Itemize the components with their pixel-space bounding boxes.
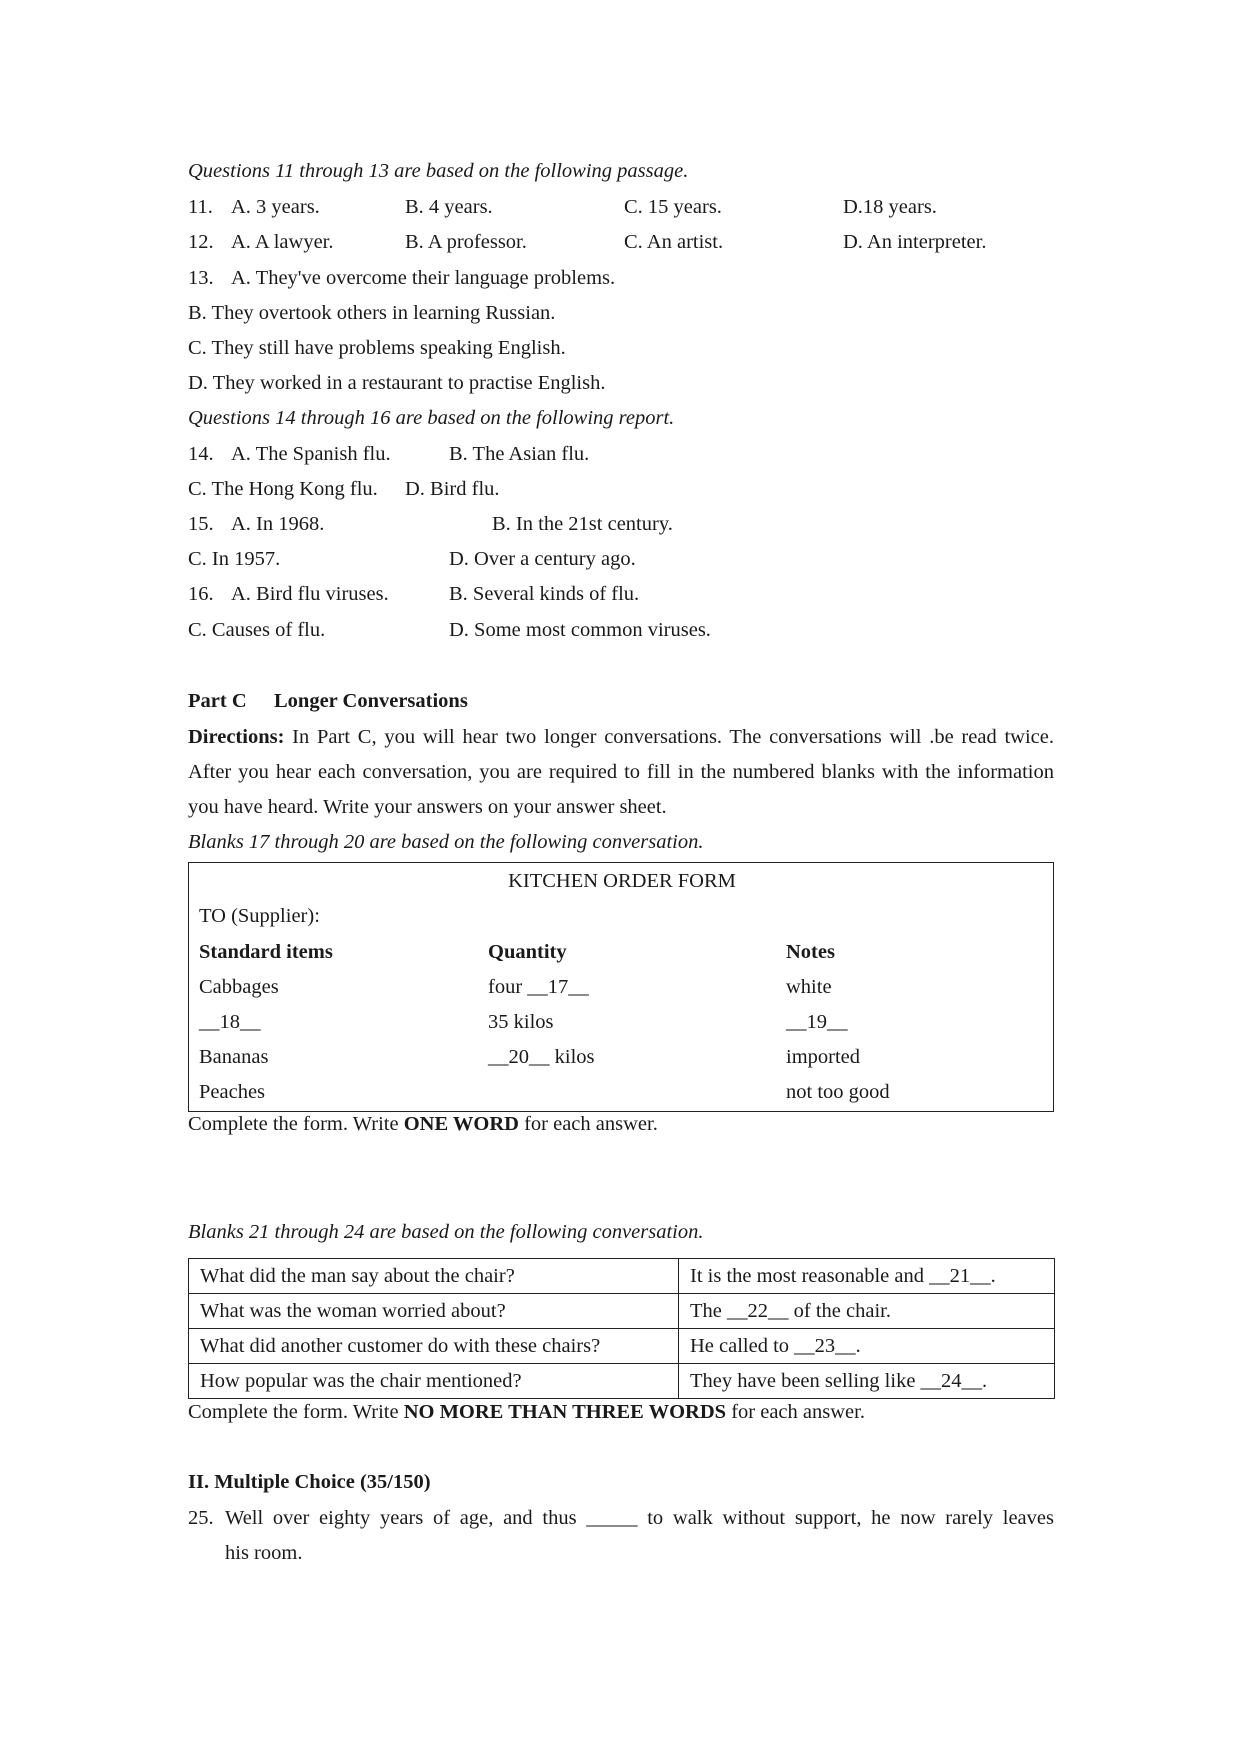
option-a: A. Bird flu viruses. — [231, 583, 389, 605]
conversation-2-table — [188, 1258, 1055, 1399]
section-intro-11-13: Questions 11 through 13 are based on the following passage. — [188, 160, 689, 182]
option-a: A. In 1968. — [231, 513, 325, 535]
option-b: B. 4 years. — [405, 196, 493, 218]
table-row — [189, 1329, 1055, 1364]
question-number: 14. — [188, 443, 214, 465]
multiple-choice-heading: II. Multiple Choice (35/150) — [188, 1471, 431, 1493]
question-number: 25. — [188, 1507, 214, 1529]
answer-cell: The __22__ of the chair. — [679, 1294, 1055, 1329]
option-a: A. A lawyer. — [231, 231, 334, 253]
option-c: C. Causes of flu. — [188, 619, 326, 641]
form-1-instruction — [188, 1112, 658, 1136]
item-cell: Cabbages — [199, 976, 279, 998]
supplier-label: TO (Supplier): — [199, 905, 320, 927]
answer-cell: They have been selling like __24__. — [679, 1364, 1055, 1399]
quantity-cell: four __17__ — [488, 976, 589, 998]
option-d: D. An interpreter. — [843, 231, 987, 253]
option-c: C. In 1957. — [188, 548, 281, 570]
option-a: A. The Spanish flu. — [231, 443, 391, 465]
question-cell: How popular was the chair mentioned? — [189, 1364, 679, 1399]
instruction-text: Complete the form. Write — [188, 1401, 404, 1423]
part-c-label: Part C — [188, 690, 247, 712]
section-intro-14-16: Questions 14 through 16 are based on the following report. — [188, 407, 675, 429]
question-number: 11. — [188, 196, 213, 218]
option-d: D. Some most common viruses. — [449, 619, 711, 641]
kitchen-order-form — [188, 862, 1054, 1112]
part-c-directions — [188, 720, 1054, 825]
option-b: B. A professor. — [405, 231, 527, 253]
question-number: 16. — [188, 583, 214, 605]
question-number: 15. — [188, 513, 214, 535]
directions-label: Directions: — [188, 726, 285, 748]
answer-cell: It is the most reasonable and __21__. — [679, 1259, 1055, 1294]
conversation-2-intro: Blanks 21 through 24 are based on the following conversation. — [188, 1221, 704, 1243]
option-c: C. They still have problems speaking English. — [188, 337, 566, 359]
instruction-emphasis: NO MORE THAN THREE WORDS — [403, 1401, 727, 1423]
instruction-text: Complete the form. Write — [188, 1113, 404, 1135]
notes-cell: white — [786, 976, 832, 998]
option-d: D. Over a century ago. — [449, 548, 636, 570]
option-d: D.18 years. — [843, 196, 937, 218]
option-c: C. The Hong Kong flu. — [188, 478, 378, 500]
question-cell: What did the man say about the chair? — [189, 1259, 679, 1294]
quantity-cell: __20__ kilos — [488, 1046, 595, 1068]
question-text-line-2: his room. — [225, 1542, 303, 1564]
instruction-text-end: for each answer. — [518, 1113, 658, 1135]
form-2-instruction — [188, 1400, 865, 1424]
question-cell: What was the woman worried about? — [189, 1294, 679, 1329]
question-cell: What did another customer do with these chairs? — [189, 1329, 679, 1364]
option-b: B. They overtook others in learning Russian. — [188, 302, 556, 324]
instruction-text-end: for each answer. — [726, 1401, 865, 1423]
header-quantity: Quantity — [488, 941, 567, 963]
header-notes: Notes — [786, 941, 835, 963]
question-number: 13. — [188, 267, 214, 289]
option-b: B. In the 21st century. — [492, 513, 673, 535]
option-a: A. 3 years. — [231, 196, 320, 218]
conversation-1-intro: Blanks 17 through 20 are based on the following conversation. — [188, 831, 704, 853]
option-d: D. Bird flu. — [405, 478, 500, 500]
item-cell: __18__ — [199, 1011, 261, 1033]
option-c: C. 15 years. — [624, 196, 722, 218]
option-a: A. They've overcome their language problems. — [231, 267, 616, 289]
directions-text: In Part C, you will hear two longer conversations. The conversations will .be read twice. After you hear each conversation, you are required to fill in the numbered blanks with the information you have heard. Write your answers on your answer sheet. — [188, 726, 1054, 818]
table-row — [189, 1294, 1055, 1329]
item-cell: Peaches — [199, 1081, 266, 1103]
notes-cell: not too good — [786, 1081, 890, 1103]
option-c: C. An artist. — [624, 231, 724, 253]
table-row — [189, 1364, 1055, 1399]
notes-cell: imported — [786, 1046, 861, 1068]
instruction-emphasis: ONE WORD — [403, 1113, 519, 1135]
part-c-title: Longer Conversations — [274, 690, 468, 712]
item-cell: Bananas — [199, 1046, 269, 1068]
option-b: B. The Asian flu. — [449, 443, 590, 465]
question-text-line-1: Well over eighty years of age, and thus _____ to walk without support, he now rarely leaves — [225, 1507, 1054, 1529]
question-number: 12. — [188, 231, 214, 253]
answer-cell: He called to __23__. — [679, 1329, 1055, 1364]
option-b: B. Several kinds of flu. — [449, 583, 640, 605]
quantity-cell: 35 kilos — [488, 1011, 554, 1033]
option-d: D. They worked in a restaurant to practise English. — [188, 372, 606, 394]
table-row — [189, 1259, 1055, 1294]
form-title: KITCHEN ORDER FORM — [508, 870, 736, 892]
notes-cell: __19__ — [786, 1011, 848, 1033]
header-standard-items: Standard items — [199, 941, 333, 963]
